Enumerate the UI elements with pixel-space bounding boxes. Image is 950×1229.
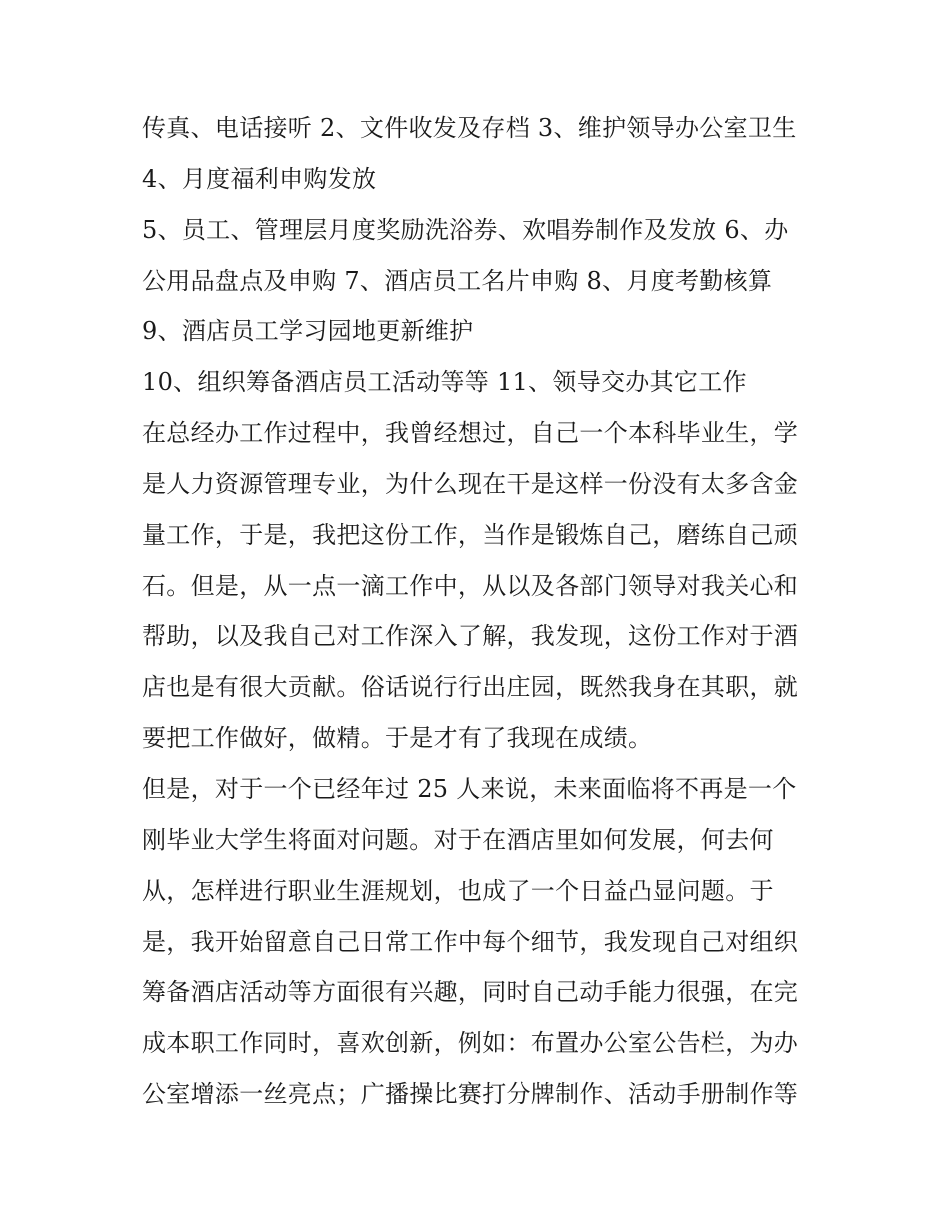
text-line: 4、月度福利申购发放 [142,165,377,193]
text-line: 传真、电话接听 2、文件收发及存档 3、维护领导办公室卫生 [142,114,797,142]
text-line: 是，我开始留意自己日常工作中每个细节，我发现自己对组织 [142,928,799,956]
text-line: 刚毕业大学生将面对问题。对于在酒店里如何发展，何去何 [142,826,774,854]
text-line: 公室增添一丝亮点；广播操比赛打分牌制作、活动手册制作等 [142,1080,799,1108]
text-line: 帮助，以及我自己对工作深入了解，我发现，这份工作对于酒 [142,622,799,650]
text-line: 但是，对于一个已经年过 25 人来说，未来面临将不再是一个 [142,775,797,803]
text-line: 在总经办工作过程中，我曾经想过，自己一个本科毕业生，学 [142,419,799,447]
text-line: 量工作，于是，我把这份工作，当作是锻炼自己，磨练自己顽 [142,521,799,549]
text-line: 从，怎样进行职业生涯规划，也成了一个日益凸显问题。于 [142,877,774,905]
text-line: 是人力资源管理专业，为什么现在干是这样一份没有太多含金 [142,470,799,498]
text-line: 筹备酒店活动等方面很有兴趣，同时自己动手能力很强，在完 [142,978,799,1006]
text-line: 10、组织筹备酒店员工活动等等 11、领导交办其它工作 [142,368,747,396]
text-line: 店也是有很大贡献。俗话说行行出庄园，既然我身在其职，就 [142,673,799,701]
text-line: 5、员工、管理层月度奖励洗浴券、欢唱券制作及发放 6、办 [142,216,789,244]
text-line: 公用品盘点及申购 7、酒店员工名片申购 8、月度考勤核算 [142,267,773,295]
text-line: 成本职工作同时，喜欢创新，例如：布置办公室公告栏，为办 [142,1029,799,1057]
text-line: 要把工作做好，做精。于是才有了我现在成绩。 [142,724,653,752]
text-line: 石。但是，从一点一滴工作中，从以及各部门领导对我关心和 [142,572,799,600]
text-line: 9、酒店员工学习园地更新维护 [142,317,474,345]
